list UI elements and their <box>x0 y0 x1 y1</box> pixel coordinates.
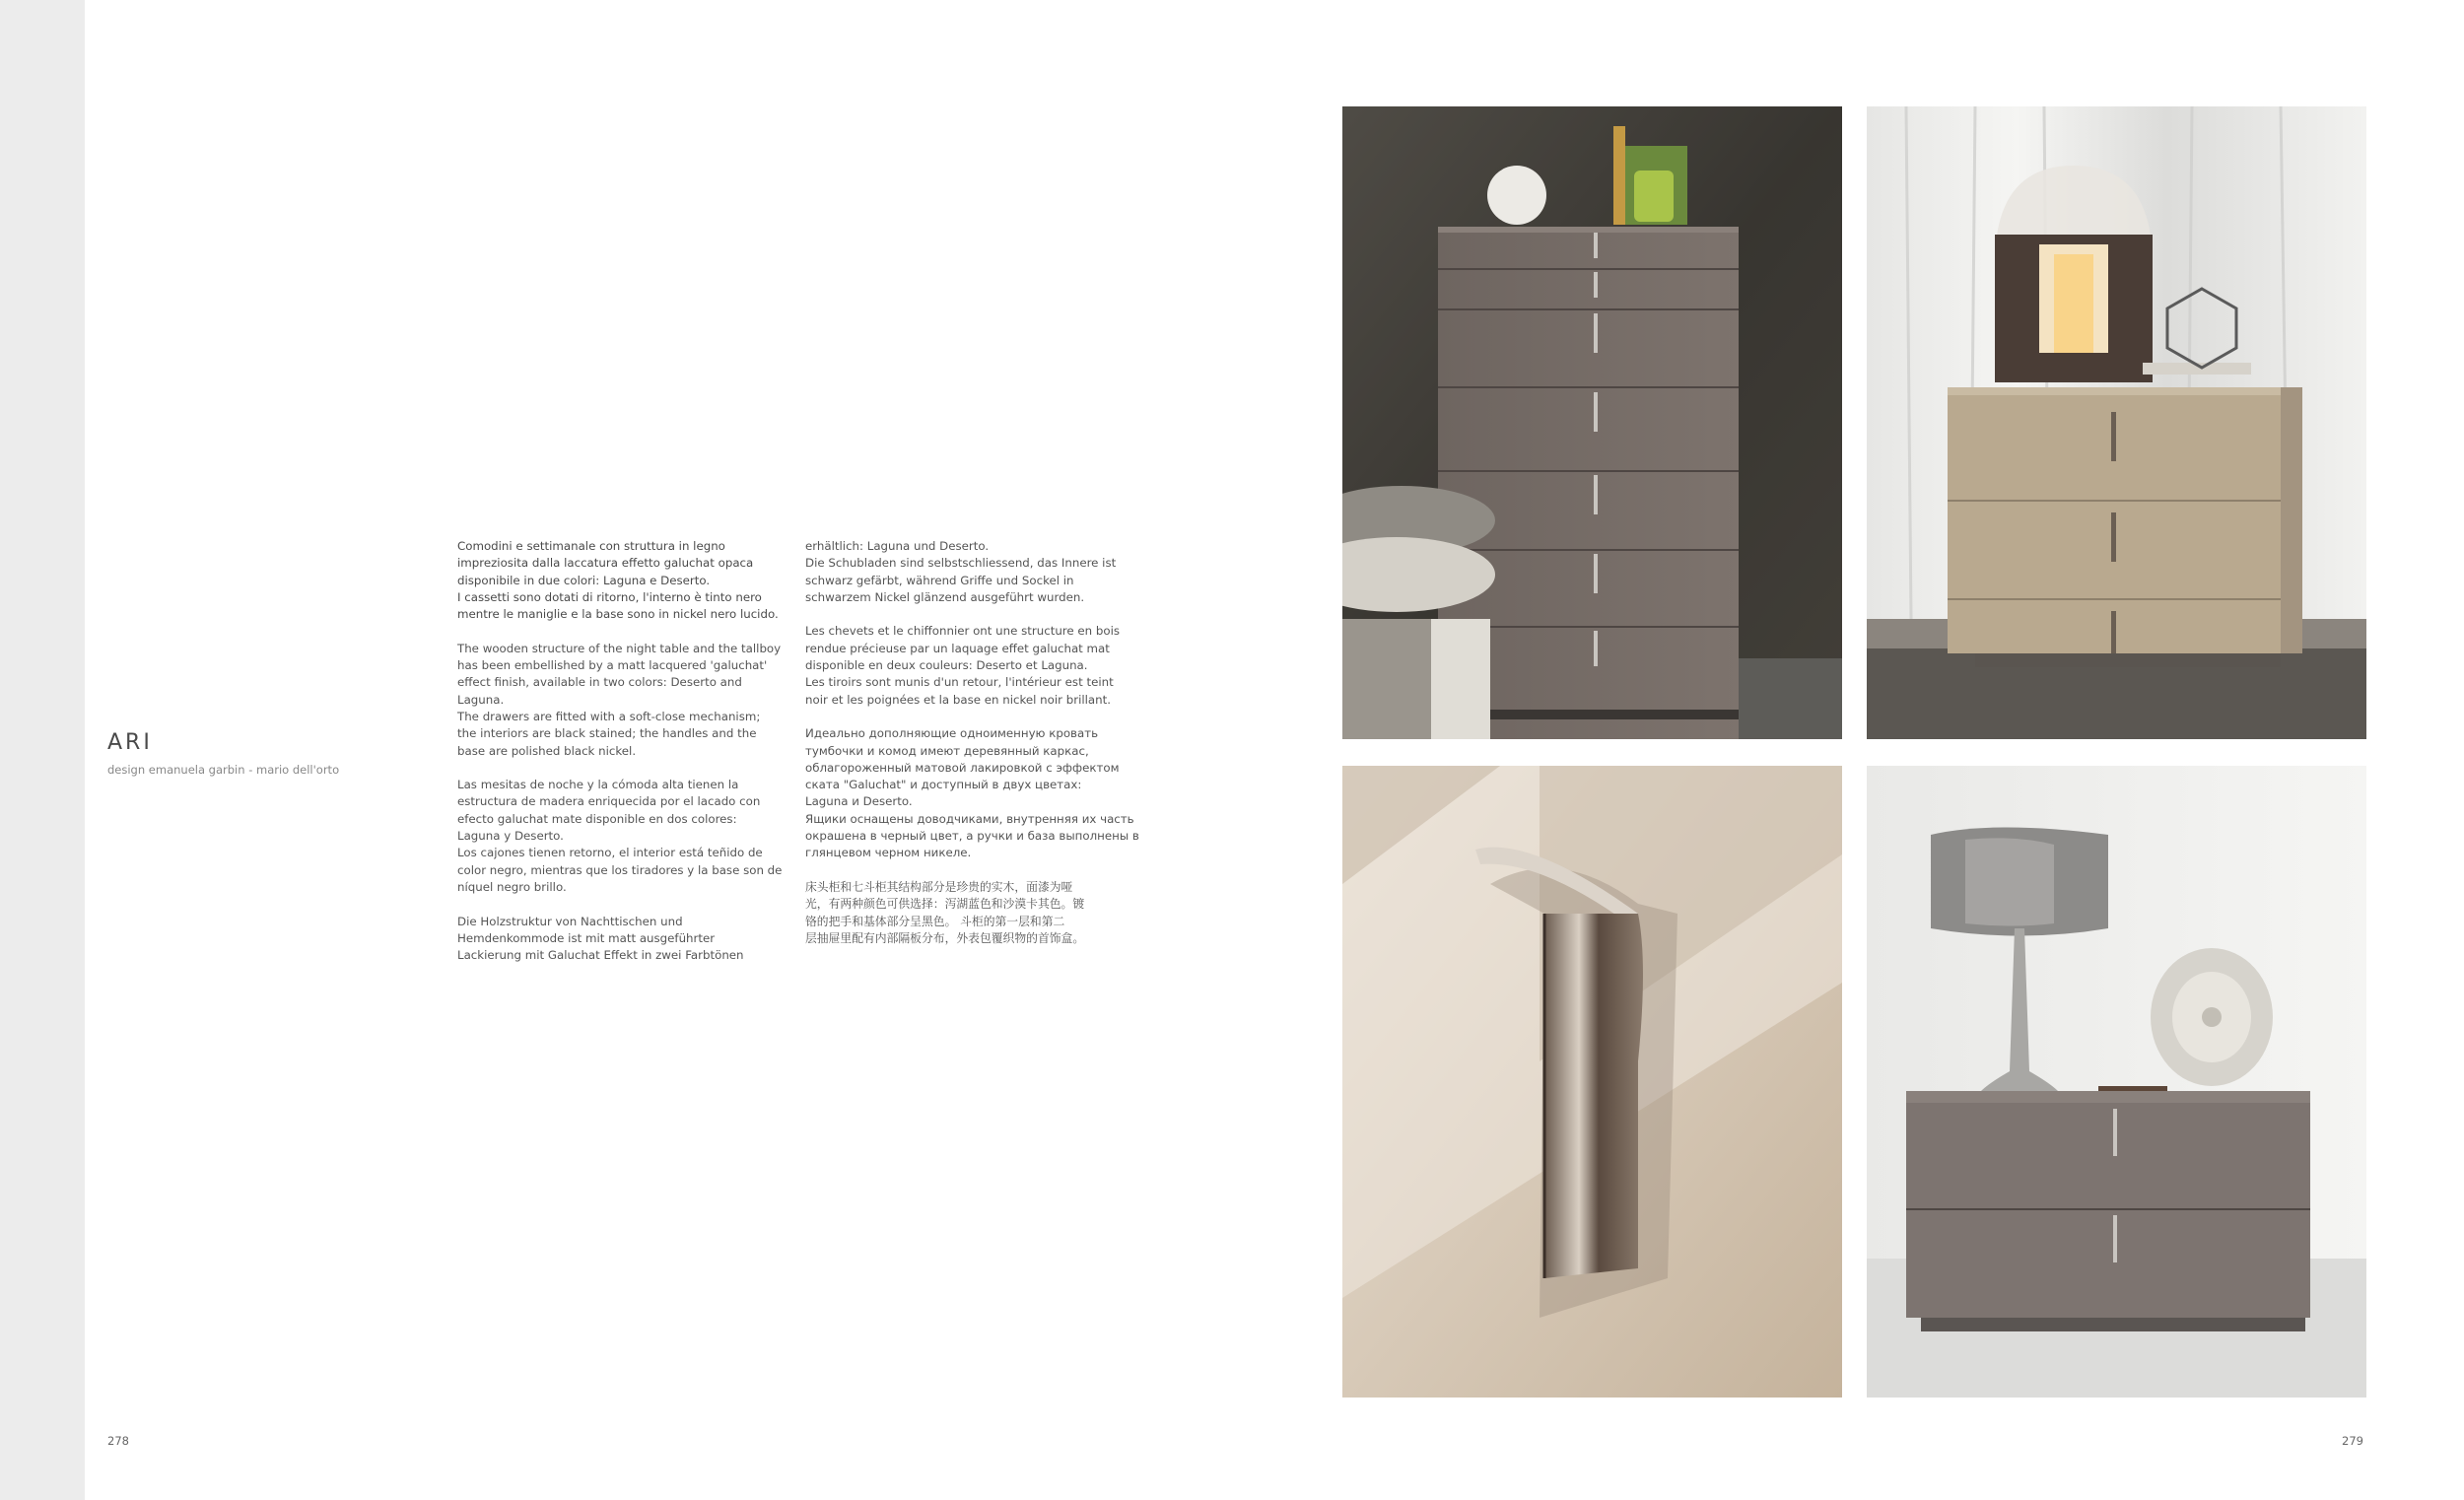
text-german-start: Die Holzstruktur von Nachttischen und Hemdenkommode ist mit matt ausgeführter Lackierung mit Galuchat Effekt in zwei Farbtönen <box>457 914 744 963</box>
photo-tallboy <box>1342 106 1842 739</box>
text-chinese: 床头柜和七斗柜其结构部分是珍贵的实木，面漆为哑 光，有两种颜色可供选择：泻湖蓝色和沙漠卡其色。镀 铬的把手和基体部分呈黑色。 斗柜的第一层和第二 层抽屉里配有内部隔板分布，外表包覆织物的首饰盒。 <box>805 879 1085 945</box>
photo-handle-closeup <box>1342 766 1842 1398</box>
text-english: The wooden structure of the night table and the tallboy has been embellished by a matt lacquered 'galuchat' effect finish, available in two colors: Deserto and Laguna. The drawers are fitted with a soft-close mechanism; the interiors are black stained; the handles and the base are polished black nickel. <box>457 641 782 758</box>
description-column-left <box>457 538 792 982</box>
page-number-left: 278 <box>107 1434 129 1448</box>
text-russian: Идеально дополняющие одноименную кровать тумбочки и комод имеют деревянный каркас, облагороженный матовой лакировкой с эффектом ската "Galuchat" и доступный в двух цветах: Laguna и Deserto. Ящики оснащены доводчиками, внутренняя их часть окрашена в черный цвет, а ручки и база выполнены в глянцевом черном никеле. <box>805 726 1139 860</box>
text-spanish: Las mesitas de noche y la cómoda alta tienen la estructura de madera enriquecida por el lacado con efecto galuchat mate disponible en dos colores: Laguna y Deserto. Los cajones tienen retorno, el interior está teñido de color negro, mientras que los tiradores y la base son de níquel negro brillo. <box>457 778 783 894</box>
designer-credit: design emanuela garbin - mario dell'orto <box>107 763 340 777</box>
description-column-right <box>805 538 1140 964</box>
text-german-end: erhältlich: Laguna und Deserto. Die Schubladen sind selbstschliessend, das Innere ist schwarz gefärbt, während Griffe und Sockel in schwarzem Nickel glänzend ausgeführt wurden. <box>805 539 1117 604</box>
page-number-right: 279 <box>2342 1434 2363 1448</box>
text-french: Les chevets et le chiffonnier ont une structure en bois rendue précieuse par un laquage effet galuchat mat disponible en deux couleurs: Deserto et Laguna. Les tiroirs sont munis d'un retour, l'intérieur est teint noir et les poignées et la base en nickel noir brillant. <box>805 624 1121 707</box>
product-title: ARI <box>107 730 153 755</box>
photo-nightstand-two-drawer <box>1867 766 2366 1398</box>
page-gutter <box>0 0 85 1500</box>
text-italian: Comodini e settimanale con struttura in legno impreziosita dalla laccatura effetto galuchat opaca disponibile in due colori: Laguna e Deserto. I cassetti sono dotati di ritorno, l'interno è tinto nero mentre le maniglie e la base sono in nickel nero lucido. <box>457 539 779 622</box>
photo-nightstand-lamp <box>1867 106 2366 739</box>
